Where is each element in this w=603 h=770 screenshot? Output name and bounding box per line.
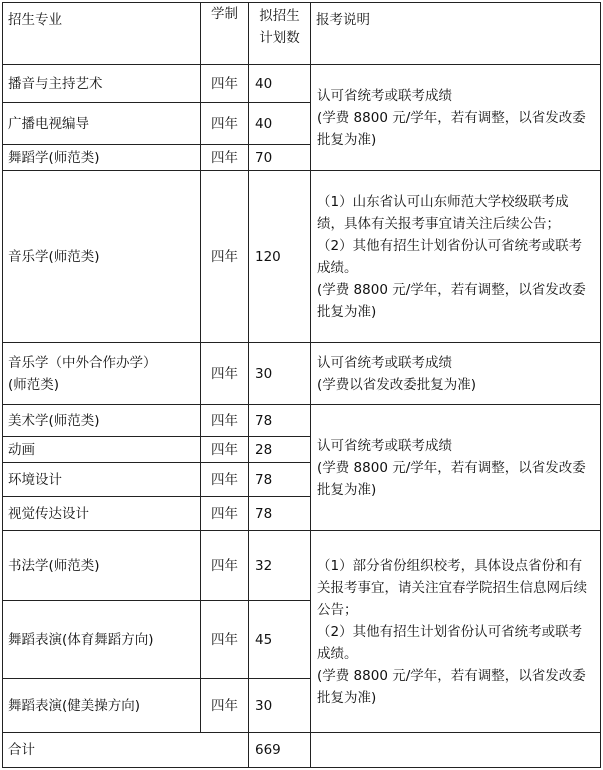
header-row bbox=[3, 3, 601, 65]
table-row bbox=[3, 531, 601, 601]
duration-cell: 四年 bbox=[201, 437, 249, 463]
enrollment-plan-table bbox=[2, 2, 601, 768]
plan-cell: 40 bbox=[249, 103, 311, 145]
major-cell: 播音与主持艺术 bbox=[3, 65, 201, 103]
plan-cell: 78 bbox=[249, 497, 311, 531]
table-row bbox=[3, 405, 601, 437]
major-cell: 环境设计 bbox=[3, 463, 201, 497]
major-cell: 音乐学（中外合作办学） (师范类) bbox=[3, 343, 201, 405]
header-duration: 学制 bbox=[201, 3, 249, 65]
plan-cell: 78 bbox=[249, 405, 311, 437]
plan-cell: 30 bbox=[249, 679, 311, 733]
duration-cell: 四年 bbox=[201, 679, 249, 733]
duration-cell: 四年 bbox=[201, 497, 249, 531]
note-cell: （1）山东省认可山东师范大学校级联考成绩，具体有关报考事宜请关注后续公告； （2）其他有招生计划省份认可省统考或联考成绩。 (学费 8800 元/学年，若有调整，以省发改委批复为准) bbox=[311, 171, 601, 343]
duration-cell: 四年 bbox=[201, 103, 249, 145]
major-cell: 视觉传达设计 bbox=[3, 497, 201, 531]
duration-cell: 四年 bbox=[201, 405, 249, 437]
plan-cell: 120 bbox=[249, 171, 311, 343]
note-cell: （1）部分省份组织校考，具体设点省份和有关报考事宜，请关注宜春学院招生信息网后续公告； （2）其他有招生计划省份认可省统考或联考成绩。 (学费 8800 元/学年，若有调整，以省发改委批复为准) bbox=[311, 531, 601, 733]
major-cell: 广播电视编导 bbox=[3, 103, 201, 145]
duration-cell: 四年 bbox=[201, 343, 249, 405]
header-plan: 拟招生 计划数 bbox=[249, 3, 311, 65]
major-cell: 美术学(师范类) bbox=[3, 405, 201, 437]
plan-cell: 30 bbox=[249, 343, 311, 405]
duration-cell: 四年 bbox=[201, 145, 249, 171]
total-row bbox=[3, 733, 601, 768]
plan-cell: 70 bbox=[249, 145, 311, 171]
duration-cell: 四年 bbox=[201, 171, 249, 343]
major-cell: 音乐学(师范类) bbox=[3, 171, 201, 343]
note-cell: 认可省统考或联考成绩 (学费以省发改委批复为准) bbox=[311, 343, 601, 405]
total-note-empty bbox=[311, 733, 601, 768]
table-row bbox=[3, 171, 601, 343]
duration-cell: 四年 bbox=[201, 463, 249, 497]
major-cell: 舞蹈表演(体育舞蹈方向) bbox=[3, 601, 201, 679]
table-row bbox=[3, 343, 601, 405]
plan-cell: 28 bbox=[249, 437, 311, 463]
header-notes: 报考说明 bbox=[311, 3, 601, 65]
plan-cell: 40 bbox=[249, 65, 311, 103]
note-cell: 认可省统考或联考成绩 (学费 8800 元/学年，若有调整，以省发改委批复为准) bbox=[311, 405, 601, 531]
major-cell: 动画 bbox=[3, 437, 201, 463]
major-cell: 舞蹈学(师范类) bbox=[3, 145, 201, 171]
duration-cell: 四年 bbox=[201, 65, 249, 103]
major-cell: 书法学(师范类) bbox=[3, 531, 201, 601]
plan-cell: 32 bbox=[249, 531, 311, 601]
header-major: 招生专业 bbox=[3, 3, 201, 65]
duration-cell: 四年 bbox=[201, 601, 249, 679]
note-cell: 认可省统考或联考成绩 (学费 8800 元/学年，若有调整，以省发改委批复为准) bbox=[311, 65, 601, 171]
total-label: 合计 bbox=[3, 733, 249, 768]
duration-cell: 四年 bbox=[201, 531, 249, 601]
total-plan: 669 bbox=[249, 733, 311, 768]
plan-cell: 78 bbox=[249, 463, 311, 497]
plan-cell: 45 bbox=[249, 601, 311, 679]
major-cell: 舞蹈表演(健美操方向) bbox=[3, 679, 201, 733]
table-row bbox=[3, 65, 601, 103]
